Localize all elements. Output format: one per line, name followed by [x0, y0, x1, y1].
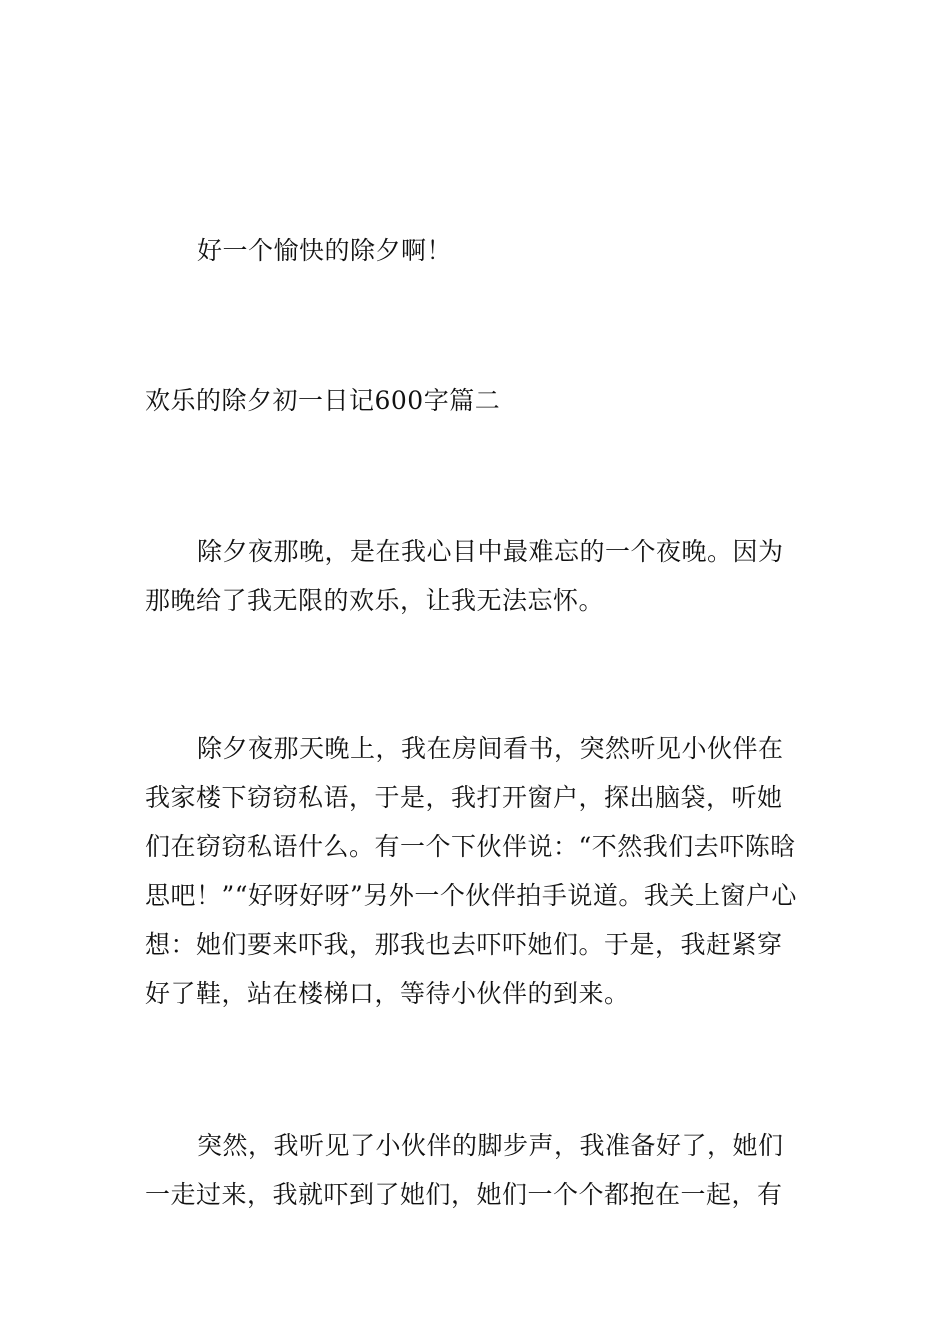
- paragraph-unforgettable-night: 除夕夜那晚，是在我心目中最难忘的一个夜晚。因为那晚给了我无限的欢乐，让我无法忘怀。: [145, 537, 784, 615]
- paragraph-happy-new-year-eve: 好一个愉快的除夕啊！: [197, 236, 453, 265]
- paragraph-footsteps: 突然，我听见了小伙伴的脚步声，我准备好了，她们一走过来，我就吓到了她们，她们一个个都抱在一起，有: [145, 1131, 784, 1209]
- paragraph-friends-whispering: 除夕夜那天晚上，我在房间看书，突然听见小伙伴在我家楼下窃窃私语，于是，我打开窗户，探出脑袋，听她们在窃窃私语什么。有一个下伙伴说：“不然我们去吓陈晗思吧！”“好呀好呀”另外一个伙伴拍手说道。我关上窗户心想：她们要来吓我，那我也去吓吓她们。于是，我赶紧穿好了鞋，站在楼梯口，等待小伙伴的到来。: [145, 734, 797, 1008]
- section-heading: 欢乐的除夕初一日记600字篇二: [145, 386, 501, 415]
